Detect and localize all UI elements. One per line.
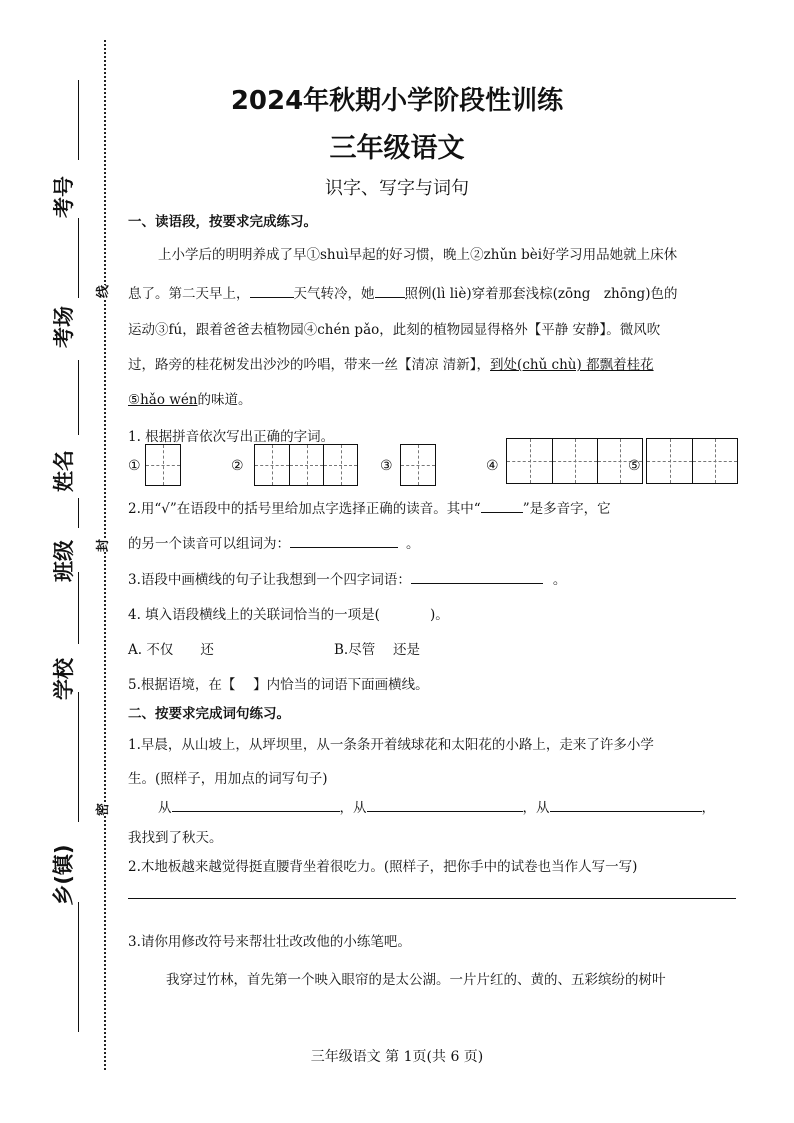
essay-text: 我穿过竹林，首先第一个映入眼帘的是太公湖。一片片红的、黄的、五彩缤纷的树叶 bbox=[166, 972, 666, 988]
exam-title: 2024年秋期小学阶段性训练 bbox=[230, 86, 564, 116]
blank-from-2[interactable] bbox=[367, 797, 523, 812]
field-line bbox=[78, 218, 79, 298]
question-1-1: 1. 根据拼音依次写出正确的字词。 bbox=[128, 429, 335, 445]
question-2-3: 3.请你用修改符号来帮壮壮改改他的小练笔吧。 bbox=[128, 934, 411, 950]
part2-heading: 二、按要求完成词句练习。 bbox=[128, 706, 290, 722]
field-exam-number: 考号 bbox=[52, 176, 76, 218]
answer-grid-5[interactable] bbox=[646, 438, 738, 484]
grid-label: ③ bbox=[380, 458, 393, 474]
field-line bbox=[78, 902, 79, 1032]
seal-mark-xian: 线 bbox=[92, 285, 111, 298]
question-2-1-tail: 我找到了秋天。 bbox=[128, 830, 223, 846]
blank-polyphone[interactable] bbox=[481, 498, 523, 513]
answer-text: ，从 bbox=[522, 800, 550, 816]
seal-mark-mi: 密 bbox=[92, 803, 111, 816]
field-line bbox=[78, 360, 79, 435]
blank-word[interactable] bbox=[290, 533, 398, 548]
passage-line-4 bbox=[128, 353, 654, 373]
question-2-2: 2.木地板越来越觉得挺直腰背坐着很吃力。(照样子，把你手中的试卷也当作人写一写) bbox=[128, 859, 638, 875]
blank-idiom[interactable] bbox=[411, 569, 543, 584]
field-name: 姓名 bbox=[52, 450, 76, 492]
question-1-3 bbox=[128, 568, 566, 588]
underlined-sentence: ⑤hǎo wén bbox=[128, 392, 198, 408]
field-line bbox=[78, 498, 79, 528]
passage-text: 的味道。 bbox=[197, 392, 252, 408]
field-line bbox=[78, 692, 79, 822]
passage-text: 天气转冷，她 bbox=[293, 286, 375, 302]
section-title: 识字、写字与词句 bbox=[325, 178, 469, 199]
blank-connector-1[interactable] bbox=[250, 283, 294, 298]
passage-line-3: 运动③fú，跟着爸爸去植物园④chén pǎo，此刻的植物园显得格外【平静 安静】。微风吹 bbox=[128, 322, 661, 338]
page-footer: 三年级语文 第 1页(共 6 页) bbox=[310, 1049, 484, 1065]
answer-grid-1[interactable] bbox=[145, 444, 181, 486]
question-text: )。 bbox=[429, 607, 449, 623]
passage-text: 照例(lì liè)穿着那套浅棕(zōng zhōng)色的 bbox=[404, 286, 678, 302]
field-school: 学校 bbox=[52, 658, 76, 700]
blank-from-3[interactable] bbox=[550, 797, 702, 812]
field-class: 班级 bbox=[52, 540, 76, 582]
answer-grid-2[interactable] bbox=[254, 444, 358, 486]
subject-title: 三年级语文 bbox=[329, 133, 465, 164]
option-a[interactable]: A. 不仅 还 bbox=[128, 642, 214, 658]
question-1-2 bbox=[128, 497, 611, 517]
field-line bbox=[78, 572, 79, 644]
field-exam-room: 考场 bbox=[52, 306, 76, 348]
part1-heading: 一、读语段，按要求完成练习。 bbox=[128, 214, 317, 230]
question-text: 的另一个读音可以组词为： bbox=[128, 536, 290, 552]
grid-label: ⑤ bbox=[628, 458, 641, 474]
passage-text: 息了。第二天早上， bbox=[128, 286, 250, 302]
question-text: 4. 填入语段横线上的关联词恰当的一项是( bbox=[128, 607, 380, 623]
question-text: ”是多音字，它 bbox=[522, 501, 611, 517]
question-text: 。 bbox=[406, 536, 420, 552]
answer-grid-3[interactable] bbox=[400, 444, 436, 486]
passage-line-2 bbox=[128, 282, 677, 302]
option-b[interactable]: B.尽管 还是 bbox=[334, 642, 421, 658]
question-1-4 bbox=[128, 603, 449, 623]
passage-text: 过，路旁的桂花树发出沙沙的吟唱，带来一丝【清凉 清新】， bbox=[128, 357, 491, 373]
underlined-sentence: 到处(chǔ chù) 都飘着桂花 bbox=[490, 357, 654, 373]
passage-line-1: 上小学后的明明养成了早①shuì早起的好习惯，晚上②zhǔn bèi好学习用品她就上床休 bbox=[158, 247, 678, 263]
question-text: 2.用“√”在语段中的括号里给加点字选择正确的读音。其中“ bbox=[128, 501, 481, 517]
answer-grid-4[interactable] bbox=[506, 438, 643, 484]
question-2-1-cont: 生。(照样子，用加点的词写句子) bbox=[128, 771, 328, 787]
question-1-2-cont bbox=[128, 532, 420, 552]
blank-from-1[interactable] bbox=[172, 797, 340, 812]
grid-label: ④ bbox=[486, 458, 499, 474]
question-text: 。 bbox=[552, 572, 567, 588]
answer-grids bbox=[128, 440, 768, 484]
field-township: 乡(镇) bbox=[51, 844, 76, 906]
blank-connector-2[interactable] bbox=[375, 283, 405, 298]
question-text: 3.语段中画横线的句子让我想到一个四字词语： bbox=[128, 572, 411, 588]
answer-text: ， bbox=[701, 800, 715, 816]
grid-label: ① bbox=[128, 458, 141, 474]
answer-text: 从 bbox=[158, 800, 172, 816]
question-1-5: 5.根据语境，在【 】内恰当的词语下面画横线。 bbox=[128, 677, 429, 693]
question-2-1: 1.早晨，从山坡上，从坪坝里，从一条条开着绒球花和太阳花的小路上，走来了许多小学 bbox=[128, 737, 654, 753]
grid-label: ② bbox=[231, 458, 244, 474]
answer-text: ，从 bbox=[339, 800, 367, 816]
answer-line[interactable] bbox=[128, 898, 736, 899]
passage-line-5 bbox=[128, 388, 252, 408]
seal-mark-feng: 封 bbox=[92, 539, 111, 552]
question-2-1-answer bbox=[158, 796, 715, 816]
